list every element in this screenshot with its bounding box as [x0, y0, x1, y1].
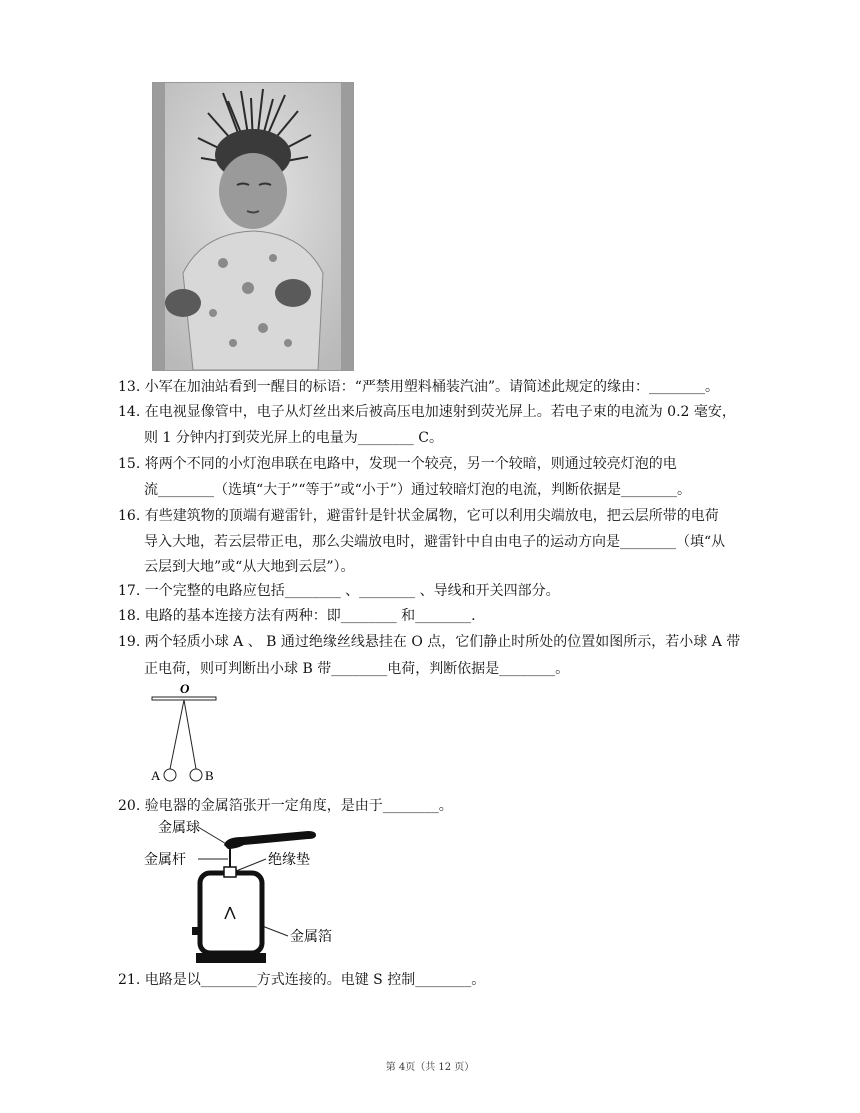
question-17: [118, 582, 778, 600]
question-15-continued: [144, 481, 804, 499]
question-21-line-1: 21. 电路是以________方式连接的。电键 S 控制________。: [118, 972, 486, 988]
question-13: [118, 378, 778, 396]
page-footer: 第 4页（共 12 页）: [385, 1062, 475, 1073]
question-16-line-3: 云层到大地”或“从大地到云层”）。: [144, 559, 355, 575]
question-19-continued: [144, 660, 804, 678]
question-16: [118, 507, 778, 525]
ball-a-label: A: [151, 768, 161, 783]
question-14-line-1: 14. 在电视显像管中，电子从灯丝出来后被高压电加速射到荧光屏上。若电子束的电流为 0.2 毫安，: [118, 404, 736, 420]
figure-20-electroscope: [140, 815, 360, 967]
question-16-line-1: 16. 有些建筑物的顶端有避雷针，避雷针是针状金属物，它可以利用尖端放电，把云层所带的电荷: [118, 508, 719, 524]
point-o-label: O: [180, 681, 190, 696]
question-14-continued: [144, 429, 804, 447]
question-15-line-2: 流________（选填“大于”“等于”或“小于”）通过较暗灯泡的电流，判断依据是________。: [144, 482, 691, 498]
metal-foil-label: 金属箔: [290, 930, 332, 945]
question-15: [118, 455, 778, 473]
question-20-line-1: 20. 验电器的金属箔张开一定角度，是由于________。: [118, 798, 453, 814]
ball-b: [190, 769, 202, 781]
question-19-line-2: 正电荷，则可判断出小球 B 带________电荷，判断依据是________。: [144, 661, 570, 677]
question-19-line-1: 19. 两个轻质小球 A 、 B 通过绝缘丝线悬挂在 O 点，它们静止时所处的位置如图所示，若小球 A 带: [118, 634, 741, 650]
question-19: [118, 633, 778, 651]
question-14: [118, 403, 778, 421]
figure-19-pendulums: [140, 680, 230, 785]
question-20: [118, 797, 778, 815]
ball-b-label: B: [205, 768, 214, 783]
metal-ball-label: 金属球: [158, 821, 200, 836]
question-18-line-1: 18. 电路的基本连接方法有两种：即________ 和________.: [118, 608, 476, 624]
question-16-continued-1: [144, 533, 804, 551]
question-13-line-1: 13. 小军在加油站看到一醒目的标语：“严禁用塑料桶装汽油”。请简述此规定的缘由：________。: [118, 379, 720, 395]
question-17-line-1: 17. 一个完整的电路应包括________ 、________ 、导线和开关四部分。: [118, 583, 560, 599]
question-16-continued-2: [144, 558, 804, 576]
question-21: [118, 971, 778, 989]
metal-rod-label: 金属杆: [144, 853, 186, 868]
question-15-line-1: 15. 将两个不同的小灯泡串联在电路中，发现一个较亮，另一个较暗，则通过较亮灯泡的电: [118, 456, 677, 472]
question-14-line-2: 则 1 分钟内打到荧光屏上的电量为________ C。: [144, 430, 443, 446]
ball-a: [164, 769, 176, 781]
question-18: [118, 607, 778, 625]
insulating-pad-label: 绝缘垫: [268, 853, 310, 868]
static-hair-photo: [152, 82, 354, 371]
question-16-line-2: 导入大地，若云层带正电，那么尖端放电时，避雷针中自由电子的运动方向是________（填“从: [144, 534, 726, 550]
